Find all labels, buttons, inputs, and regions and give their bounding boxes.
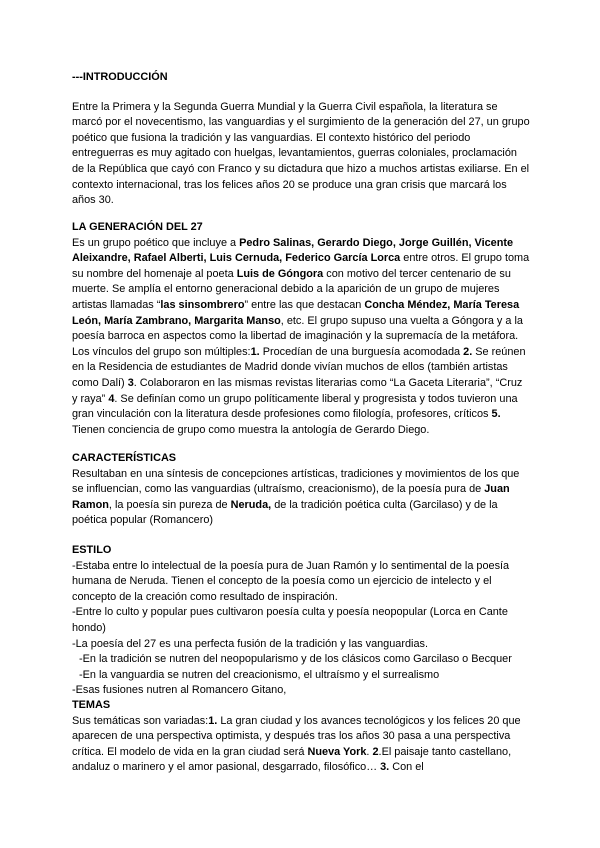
caracteristicas-heading: CARACTERÍSTICAS [72,452,177,464]
temas-heading: TEMAS [72,699,111,711]
introduccion-section [72,70,530,209]
text-run: Es un grupo poético que incluye a [72,236,240,249]
item-number: 5. [491,408,501,421]
estilo-item: -Entre lo culto y popular pues cultivaron poesía culta y poesía neopopular (Lorca en Cante hondo) [72,606,508,634]
caracteristicas-section [72,451,530,529]
estilo-item: -Esas fusiones nutren al Romancero Gitano, [72,684,287,697]
generacion-paragraph [72,236,530,439]
estilo-subitem: -En la tradición se nutren del neopopularismo y de los clásicos como Garcilaso o Becquer [79,653,512,666]
text-run: , la poesía sin pureza de [108,498,231,511]
text-run: . [366,745,373,758]
text-run: Con el [389,761,424,774]
item-number: 4 [108,392,115,405]
item-number: 1. [208,714,218,727]
text-run: . Colaboraron en las mismas revistas literarias como “La Gaceta Literaria”, “Cruz y raya” [72,376,523,405]
text-run: La gran ciudad y los avances tecnológicos y los felices 20 que aparecen de una perspectiva optimista, y después tras los años 30 pasa a una perspectiva crítica. El modelo de vida en la gran ciudad será [72,714,521,758]
gongora-name: Luis de Góngora [236,267,324,280]
estilo-subitem: -En la vanguardia se nutren del creacionismo, el ultraísmo y el surrealismo [79,668,440,681]
text-run: entre otros. El grupo toma su nombre del homenaje al poeta [72,252,530,280]
text-run: Procedían de una burguesía acomodada [259,345,464,358]
caracteristicas-paragraph [72,467,530,529]
estilo-item: -La poesía del 27 es una perfecta fusión de la tradición y las vanguardias. [72,637,428,650]
estilo-section [72,543,530,699]
neruda-name: Neruda, [230,498,272,511]
generacion-heading: LA GENERACIÓN DEL 27 [72,221,203,233]
text-run: de la tradición poética culta (Garcilaso) y de la poética popular (Romancero) [72,498,498,527]
temas-paragraph [72,714,530,776]
juan-ramon-name: Juan Ramon [72,483,510,511]
text-run: Tienen conciencia de grupo como muestra la antología de Gerardo Diego. [72,423,430,436]
estilo-heading: ESTILO [72,544,112,556]
item-number: 3 [127,376,134,389]
women-artists-list: Concha Méndez, María Teresa León, María Zambrano, Margarita Manso [72,298,520,327]
text-run: Se reúnen en la Residencia de estudiantes de Madrid donde vivían muchos de ellos (también artistas como Dalí) [72,345,526,389]
item-number: 2. [463,345,473,358]
generacion-section [72,220,530,438]
text-run: con motivo del tercer centenario de su muerte. Se amplía el entorno generacional debido a la aparición de un grupo de mujeres artistas llamadas “ [72,267,511,311]
text-run: .El paisaje tanto castellano, andaluz o marinero y el amor pasional, desgarrado, filosófico… [72,745,512,774]
introduccion-heading: ---INTRODUCCIÓN [72,71,168,83]
poets-list: Pedro Salinas, Gerardo Diego, Jorge Guillén, Vicente Aleixandre, Rafael Alberti, Luis Cernuda, Federico García Lorca [72,236,514,265]
sinsombrero-term: las sinsombrero [160,298,245,311]
text-run: . Se definían como un grupo políticamente liberal y progresista y todos tuvieron una gran vinculación con la literatura desde profesiones como filología, profesores, críticos [72,392,518,421]
estilo-item: -Estaba entre lo intelectual de la poesía pura de Juan Ramón y lo sentimental de la poesía humana de Neruda. Tienen el concepto de la poesía como un ejercicio de intelecto y el concepto de la creación como resultado de inspiración. [72,559,510,603]
item-number: 3. [380,761,390,774]
text-run: Resultaban en una síntesis de concepciones artísticas, tradiciones y movimientos de los que se influencian, como las vanguardias (ultraísmo, creacionismo), de la poesía pura de [72,467,520,496]
text-run: Sus temáticas son variadas: [72,714,209,727]
temas-section [72,698,530,776]
item-number: 1. [250,345,260,358]
item-number: 2 [372,745,379,758]
introduccion-paragraph: Entre la Primera y la Segunda Guerra Mundial y la Guerra Civil española, la literatura se marcó por el novecentismo, las vanguardias y el surgimiento de la generación del 27, un grupo poético que fusiona la tradición y las vanguardias. El contexto histórico del periodo entreguerras es muy agitado con huelgas, levantamientos, guerras coloniales, proclamación de la República que cayó con Franco y su dictadura que hizo a muchos artistas exiliarse. En el contexto internacional, tras los felices años 20 se produce una gran crisis que marcará los años 30. [72,100,530,207]
nueva-york-name: Nueva York [307,745,367,758]
text-run: ” entre las que destacan [244,298,365,311]
text-run: , etc. El grupo supuso una vuelta a Góngora y a la poesía barroca en aspectos como la libertad de imaginación y la supremacía de la metáfora. Los vínculos del grupo son múltiples: [72,314,523,358]
